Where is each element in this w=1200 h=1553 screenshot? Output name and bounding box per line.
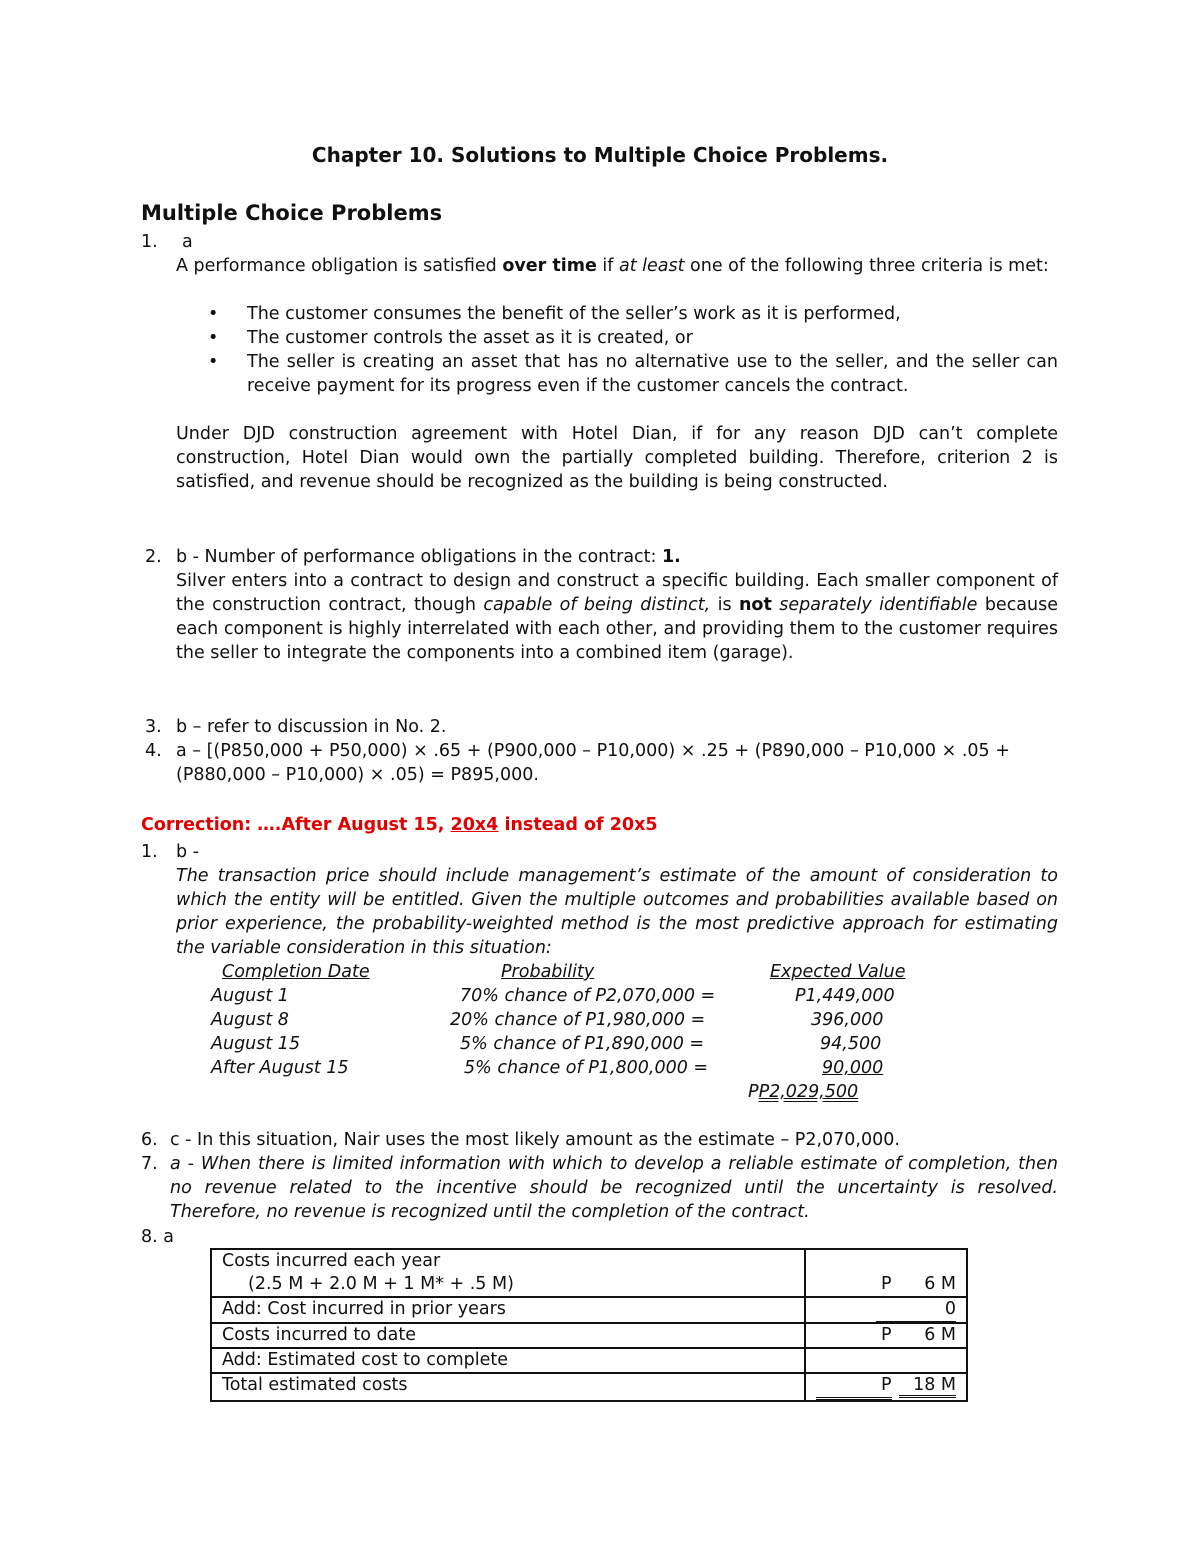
table-row	[211, 1249, 967, 1297]
table-cell: August 8	[211, 1010, 289, 1030]
c1-explanation: The transaction price should include management’s estimate of the amount of consideration to which the entity will be entitled. Given the multiple outcomes and probabilities available based on prior experience, the probability-weighted method is the most predictive approach for estimating the variable consideration in this situation:	[176, 866, 1058, 958]
table-cell: 94,500	[820, 1034, 882, 1054]
table-cell: 20% chance of P1,980,000 =	[450, 1010, 706, 1030]
correction-note: Correction: ….After August 15, 20x4 instead of 20x5	[141, 815, 658, 835]
list-item: • The customer consumes the benefit of the seller’s work as it is performed,	[208, 304, 901, 324]
table-cell: After August 15	[211, 1058, 349, 1078]
table-cell: P1,449,000	[795, 986, 895, 1006]
col-header-expected-value: Expected Value	[770, 962, 906, 982]
q3-text: b – refer to discussion in No. 2.	[176, 717, 447, 737]
list-item: • The customer controls the asset as it is created, or	[208, 328, 693, 348]
list-item: • The seller is creating an asset that has no alternative use to the seller, and the seller can receive payment for its progress even if the customer cancels the contract.	[208, 352, 1058, 396]
q8-label: 8. a	[141, 1227, 174, 1247]
table-cell	[805, 1348, 967, 1373]
q2-number: 2.	[145, 547, 162, 567]
q6-text: c - In this situation, Nair uses the most likely amount as the estimate – P2,070,000.	[170, 1130, 900, 1150]
table-cell: Add: Cost incurred in prior years	[211, 1297, 805, 1323]
q2-heading: b - Number of performance obligations in the contract: 1.	[176, 547, 681, 567]
table-cell: Costs incurred each year (2.5 M + 2.0 M + 1 M* + .5 M)	[211, 1249, 805, 1297]
cost-table	[210, 1248, 968, 1402]
q1-explanation: Under DJD construction agreement with Hotel Dian, if for any reason DJD can’t complete construction, Hotel Dian would own the partially completed building. Therefore, criterion 2 is satisfied, and revenue should be recognized as the building is being constructed.	[176, 424, 1058, 492]
q4-line2: (P880,000 – P10,000) × .05) = P895,000.	[176, 765, 539, 785]
q3-number: 3.	[145, 717, 162, 737]
table-cell: Total estimated costs	[211, 1373, 805, 1401]
criteria-list	[176, 302, 1058, 398]
table-total: PP2,029,500	[748, 1082, 859, 1102]
col-header-probability: Probability	[501, 962, 595, 982]
bullet-icon: •	[208, 352, 219, 372]
table-cell: Costs incurred to date	[211, 1323, 805, 1348]
q1-answer: a	[182, 232, 193, 252]
bullet-icon: •	[208, 304, 219, 324]
table-cell: P 18 M	[805, 1373, 967, 1401]
c1-answer: b -	[176, 842, 199, 862]
q7-number: 7.	[141, 1154, 158, 1174]
q4-number: 4.	[145, 741, 162, 761]
table-cell: 90,000	[822, 1058, 884, 1078]
table-cell: 5% chance of P1,800,000 =	[464, 1058, 709, 1078]
bullet-icon: •	[208, 328, 219, 348]
q1-number: 1.	[141, 232, 158, 252]
q2-explanation: Silver enters into a contract to design and construct a specific building. Each smaller component of the construction contract, though capable of being distinct, is not separately identifiable because each component is highly interrelated with each other, and providing them to the customer requires the seller to integrate the components into a combined item (garage).	[176, 571, 1059, 663]
table-row	[211, 1323, 967, 1348]
q7-text: a - When there is limited information with which to develop a reliable estimate of completion, then no revenue related to the incentive should be recognized until the uncertainty is resolved. Therefore, no revenue is recognized until the completion of the contract.	[170, 1154, 1058, 1222]
section-heading: Multiple Choice Problems	[141, 201, 443, 225]
table-cell: August 1	[211, 986, 289, 1006]
col-header-completion-date: Completion Date	[222, 962, 370, 982]
q6-number: 6.	[141, 1130, 158, 1150]
table-row	[211, 1297, 967, 1323]
table-cell: 396,000	[811, 1010, 884, 1030]
q4-line1: a – [(P850,000 + P50,000) × .65 + (P900,000 – P10,000) × .25 + (P890,000 – P10,000 × .05 +	[176, 741, 1010, 761]
table-row	[211, 1373, 967, 1401]
c1-number: 1.	[141, 842, 158, 862]
table-cell: 5% chance of P1,890,000 =	[460, 1034, 705, 1054]
table-cell: Add: Estimated cost to complete	[211, 1348, 805, 1373]
table-row	[211, 1348, 967, 1373]
page-title: Chapter 10. Solutions to Multiple Choice Problems.	[311, 143, 889, 167]
q1-intro: A performance obligation is satisfied over time if at least one of the following three criteria is met:	[176, 256, 1049, 276]
table-cell: P 6 M	[805, 1323, 967, 1348]
table-cell: 70% chance of P2,070,000 =	[460, 986, 716, 1006]
table-cell: P 6 M	[805, 1249, 967, 1297]
table-cell: August 15	[211, 1034, 301, 1054]
table-cell: 0	[805, 1297, 967, 1323]
